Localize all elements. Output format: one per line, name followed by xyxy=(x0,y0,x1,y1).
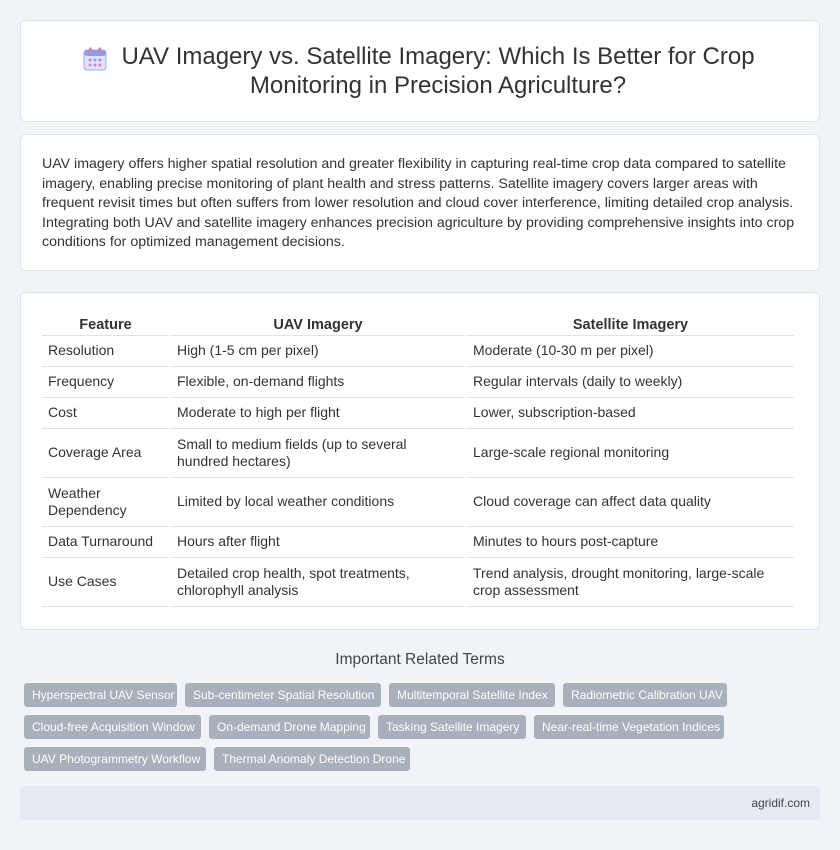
comparison-table-card xyxy=(20,292,820,630)
column-header-feature: Feature xyxy=(42,313,169,336)
table-cell-uav: Flexible, on-demand flights xyxy=(171,367,465,398)
table-cell-uav: Small to medium fields (up to several hundred hectares) xyxy=(171,429,465,478)
related-term-tag[interactable]: Near-real-time Vegetation Indices xyxy=(534,715,724,739)
related-term-tag[interactable]: Thermal Anomaly Detection Drone xyxy=(214,747,410,771)
column-header-uav: UAV Imagery xyxy=(171,313,465,336)
table-row xyxy=(42,336,794,367)
page-title: UAV Imagery vs. Satellite Imagery: Which Is Better for Crop Monitoring in Precision Agriculture? xyxy=(121,43,755,99)
table-cell-uav: Limited by local weather conditions xyxy=(171,478,465,527)
table-cell-feature: Coverage Area xyxy=(42,429,169,478)
footer-site-link[interactable]: agridif.com xyxy=(751,796,810,810)
table-cell-satellite: Moderate (10-30 m per pixel) xyxy=(467,336,794,367)
related-terms-heading: Important Related Terms xyxy=(335,651,505,668)
table-cell-uav: Moderate to high per flight xyxy=(171,398,465,429)
related-term-tag[interactable]: Multitemporal Satellite Index xyxy=(389,683,555,707)
title-card xyxy=(20,20,820,122)
table-cell-uav: Hours after flight xyxy=(171,527,465,558)
table-row xyxy=(42,429,794,478)
related-term-tag[interactable]: Tasking Satellite Imagery xyxy=(378,715,526,739)
table-cell-feature: Use Cases xyxy=(42,558,169,607)
summary-text: UAV imagery offers higher spatial resolution and greater flexibility in capturing real-time crop data compared to satellite imagery, enabling precise monitoring of plant health and stress patterns. Satellite imagery covers larger areas with frequent revisit times but often suffers from lower resolution and cloud cover interference, limiting detailed crop analysis. Integrating both UAV and satellite imagery enhances precision agriculture by providing comprehensive insights into crop conditions for optimized management decisions. xyxy=(42,156,795,250)
table-row xyxy=(42,558,794,607)
comparison-table xyxy=(40,313,796,607)
table-cell-feature: Weather Dependency xyxy=(42,478,169,527)
table-cell-satellite: Cloud coverage can affect data quality xyxy=(467,478,794,527)
related-term-tag[interactable]: On-demand Drone Mapping xyxy=(209,715,370,739)
related-term-tag[interactable]: Radiometric Calibration UAV xyxy=(563,683,727,707)
table-row xyxy=(42,367,794,398)
related-term-tag[interactable]: UAV Photogrammetry Workflow xyxy=(24,747,206,771)
table-row xyxy=(42,398,794,429)
related-term-tag[interactable]: Cloud-free Acquisition Window xyxy=(24,715,201,739)
table-row xyxy=(42,478,794,527)
table-cell-satellite: Lower, subscription-based xyxy=(467,398,794,429)
table-cell-uav: Detailed crop health, spot treatments, chlorophyll analysis xyxy=(171,558,465,607)
column-header-satellite: Satellite Imagery xyxy=(467,313,794,336)
calendar-icon xyxy=(82,46,108,72)
table-cell-feature: Frequency xyxy=(42,367,169,398)
table-row xyxy=(42,527,794,558)
table-cell-satellite: Large-scale regional monitoring xyxy=(467,429,794,478)
table-header-row xyxy=(42,313,794,336)
table-cell-feature: Cost xyxy=(42,398,169,429)
related-term-tag[interactable]: Hyperspectral UAV Sensor xyxy=(24,683,177,707)
table-cell-satellite: Trend analysis, drought monitoring, large-scale crop assessment xyxy=(467,558,794,607)
table-cell-feature: Data Turnaround xyxy=(42,527,169,558)
related-term-tag[interactable]: Sub-centimeter Spatial Resolution xyxy=(185,683,381,707)
table-cell-feature: Resolution xyxy=(42,336,169,367)
table-cell-satellite: Regular intervals (daily to weekly) xyxy=(467,367,794,398)
table-cell-uav: High (1-5 cm per pixel) xyxy=(171,336,465,367)
summary-card xyxy=(20,134,820,271)
table-cell-satellite: Minutes to hours post-capture xyxy=(467,527,794,558)
footer xyxy=(20,786,820,820)
